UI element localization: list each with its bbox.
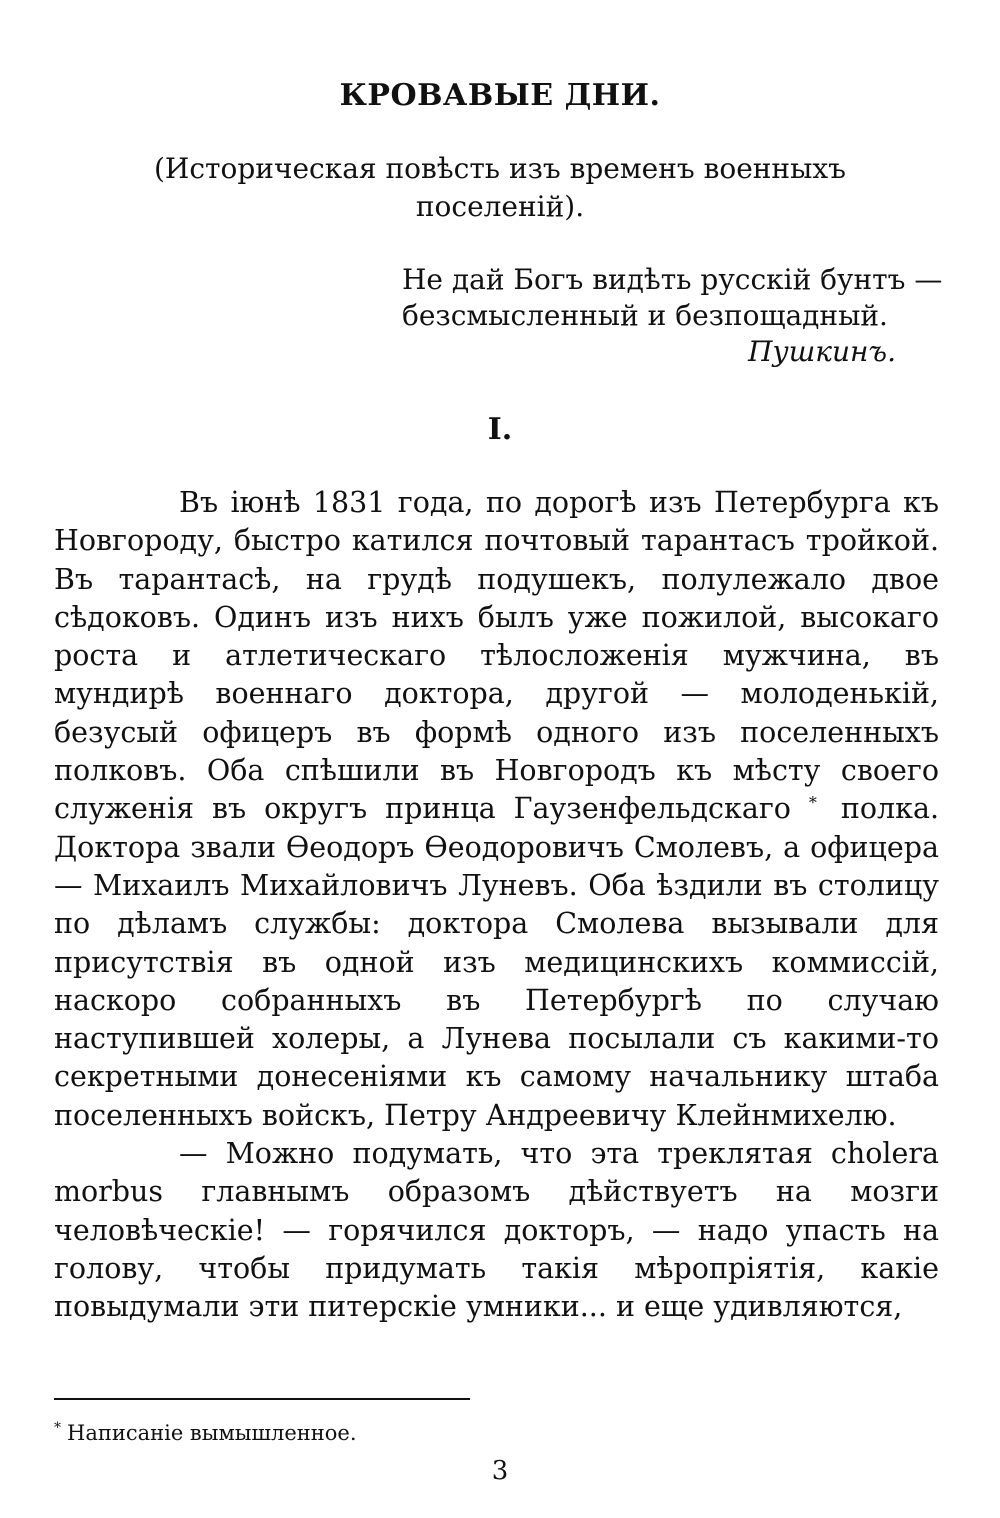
epigraph-author: Пушкинъ. <box>748 335 896 368</box>
epigraph <box>402 262 942 370</box>
body-text <box>54 484 939 1327</box>
paragraph-2: — Можно подумать, что эта треклятая cholera morbus главнымъ образомъ дѣйствуетъ на мозги человѣческiе! — горячился докторъ, — надо упасть на голову, чтобы придумать такiя мѣропрiятiя, какiе повыдумали эти питерскiе умники... и еще удивляются, <box>54 1137 939 1324</box>
epigraph-line-2: безсмысленный и безпощадный. <box>402 299 888 332</box>
footnote-symbol: * <box>54 1420 61 1436</box>
page-number: 3 <box>491 1456 509 1486</box>
footnote-text: Написанiе вымышленное. <box>67 1421 357 1445</box>
chapter-number: I. <box>487 412 513 447</box>
footnote-reference-mark: * <box>808 792 817 812</box>
footnote-divider <box>54 1398 470 1400</box>
story-title: КРОВАВЫЕ ДНИ. <box>339 78 661 113</box>
paragraph-1 <box>54 484 939 1135</box>
epigraph-line-1: Не дай Богъ видѣть русскiй бунтъ — <box>402 263 943 296</box>
paragraph-1-text-b: полка. Доктора звали Ѳеодоръ Ѳеодоровичъ Смолевъ, а офицера — Михаилъ Михайловичъ Луневъ. Оба ѣздили въ столицу по дѣламъ службы: доктора Смолева вызывали для присутствiя въ одной изъ медицинскихъ коммиссiй, наскоро собранныхъ въ Петербургѣ по случаю наступившей холеры, а Лунева посылали съ какими-то секретными донесенiями къ самому начальнику штаба поселенныхъ войскъ, Петру Андреевичу Клейнмихелю. <box>54 792 940 1132</box>
footnote <box>54 1418 654 1448</box>
story-subtitle: (Историческая повѣсть изъ временъ военныхъ поселенiй). <box>153 152 846 223</box>
paragraph-1-text-a: Въ iюнѣ 1831 года, по дорогѣ изъ Петербурга къ Новгороду, быстро катился почтовый тарантасъ тройкой. Въ тарантасѣ, на грудѣ подушекъ, полулежало двое сѣдоковъ. Одинъ изъ нихъ былъ уже пожилой, высокаго роста и атлетическаго тѣлосложенiя мужчина, въ мундирѣ военнаго доктора, другой — молоденькiй, безусый офицеръ въ формѣ одного изъ поселенныхъ полковъ. Оба спѣшили въ Новгородъ къ мѣсту своего служенiя въ округъ принца Гаузенфельдскаго <box>54 486 939 826</box>
